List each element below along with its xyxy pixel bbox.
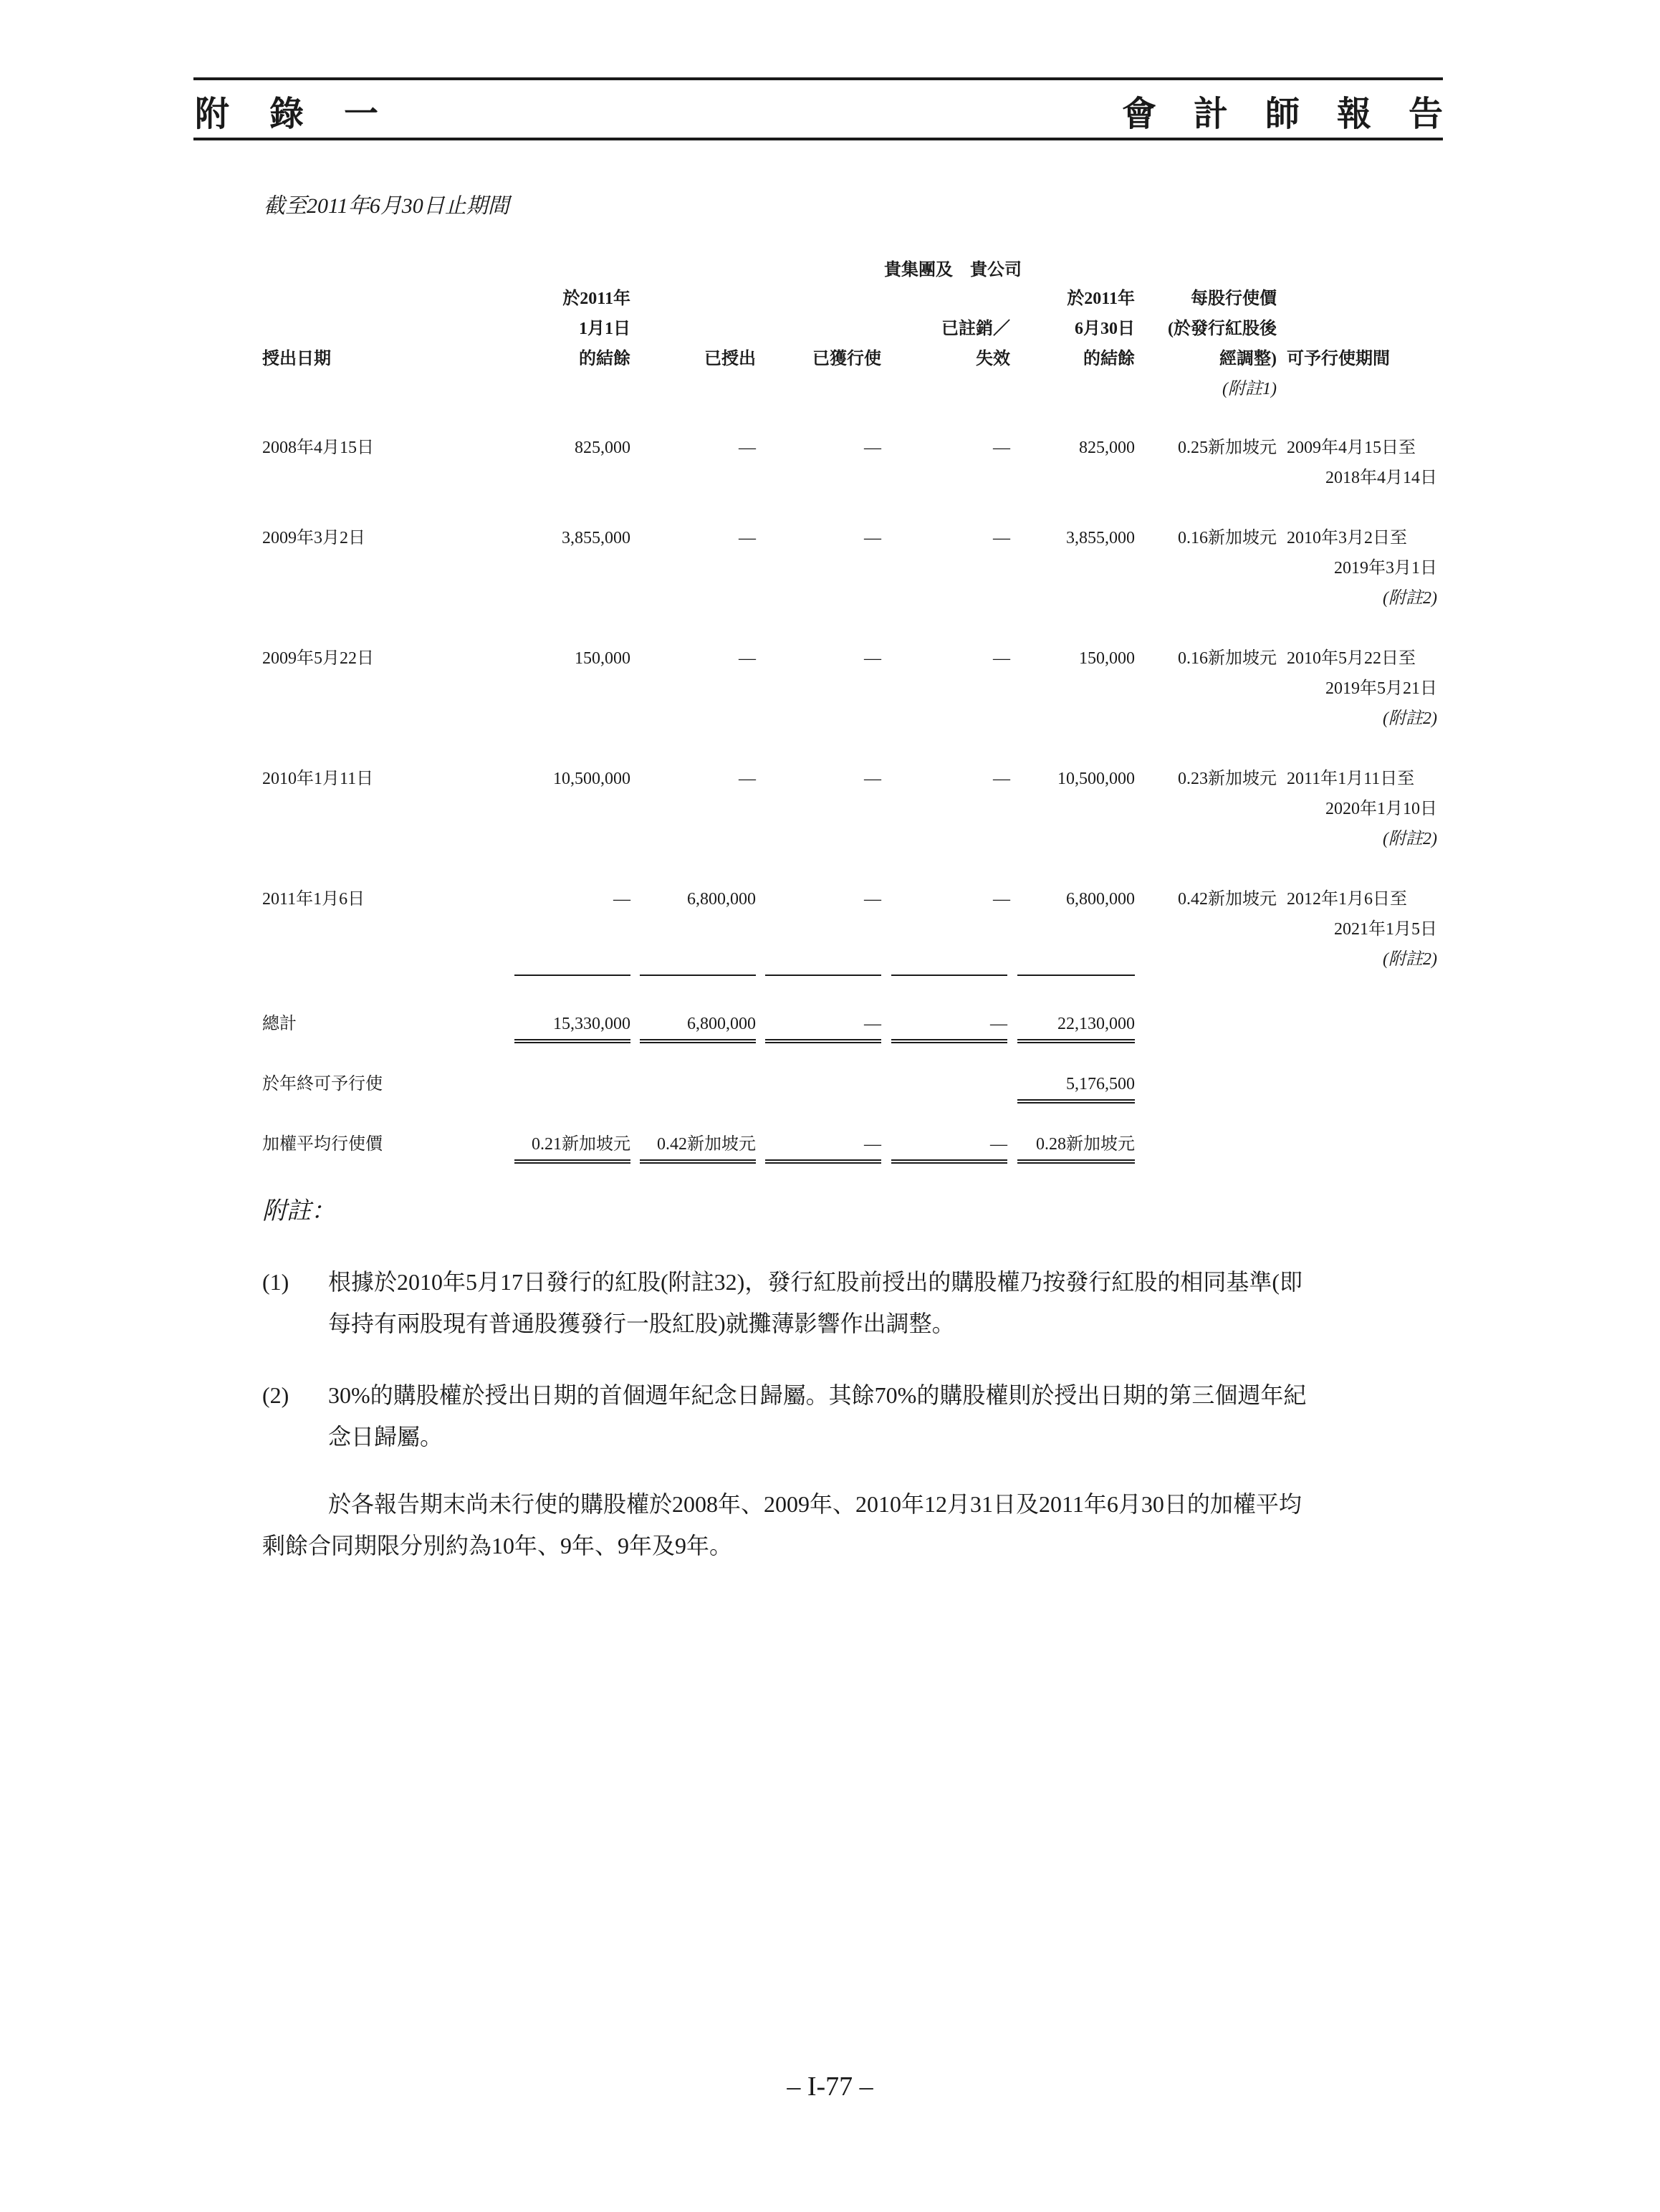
cell-grant-date: 2011年1月6日 xyxy=(262,890,365,909)
cell-granted: — xyxy=(739,770,756,788)
note-2-ref: (附註2) xyxy=(1383,709,1437,728)
weighted-closing: 0.28新加坡元 xyxy=(1017,1129,1135,1164)
col-header-exercise-period: 可予行使期間 xyxy=(1287,350,1390,368)
weighted-label: 加權平均行使價 xyxy=(262,1135,383,1154)
note-1-text: 根據於2010年5月17日發行的紅股(附註32)，發行紅股前授出的購股權乃按發行紅股的相同基準(即 每持有兩股現有普通股獲發行一股紅股)就攤薄影響作出調整。 xyxy=(328,1269,1302,1336)
column-rule xyxy=(640,975,756,976)
cell-granted: — xyxy=(739,529,756,547)
col-header-granted: 已授出 xyxy=(704,350,756,368)
exercisable-closing: 5,176,500 xyxy=(1017,1069,1135,1103)
cell-exercised: — xyxy=(864,439,881,457)
cell-opening: 150,000 xyxy=(575,649,630,668)
column-rule xyxy=(765,975,881,976)
cell-exercise-price: 0.42新加坡元 xyxy=(1178,890,1277,909)
total-exercised: — xyxy=(765,1009,881,1043)
cell-granted: — xyxy=(739,649,756,668)
period-line: 2020年1月10日 xyxy=(1325,800,1437,818)
col-header-opening-balance: 於2011年 1月1日 的結餘 xyxy=(562,289,630,368)
period-line: 2019年5月21日 xyxy=(1325,679,1437,698)
note-1-ref: (附註1) xyxy=(1222,380,1277,398)
header-top-rule xyxy=(193,77,1443,80)
column-rule xyxy=(891,975,1007,976)
note-2-text: 30%的購股權於授出日期的首個週年紀念日歸屬。其餘70%的購股權則於授出日期的第三個週年紀 念日歸屬。 xyxy=(328,1382,1307,1450)
period-line: 2010年3月2日至 xyxy=(1287,529,1407,547)
cell-grant-date: 2009年5月22日 xyxy=(262,649,374,668)
weighted-granted: 0.42新加坡元 xyxy=(640,1129,756,1164)
cell-exercise-period xyxy=(1287,523,1437,613)
cell-granted: — xyxy=(739,439,756,457)
total-granted: 6,800,000 xyxy=(640,1009,756,1043)
note-2-ref: (附註2) xyxy=(1383,589,1437,608)
cell-opening: 825,000 xyxy=(575,439,630,457)
cell-exercise-period xyxy=(1287,433,1437,493)
period-line: 2009年4月15日至 xyxy=(1287,439,1416,457)
period-line: 2010年5月22日至 xyxy=(1287,649,1416,668)
weighted-opening: 0.21新加坡元 xyxy=(514,1129,630,1164)
weighted-cancelled: — xyxy=(891,1129,1007,1164)
cell-exercise-price: 0.16新加坡元 xyxy=(1178,649,1277,668)
group-header: 貴集團及 貴公司 xyxy=(884,261,1022,279)
cell-opening: 3,855,000 xyxy=(562,529,630,547)
period-line: 2019年3月1日 xyxy=(1334,559,1437,578)
col-header-exercised: 已獲行使 xyxy=(812,350,881,368)
total-opening: 15,330,000 xyxy=(514,1009,630,1043)
cell-opening: 10,500,000 xyxy=(553,770,630,788)
cell-exercised: — xyxy=(864,649,881,668)
cell-cancelled: — xyxy=(993,649,1010,668)
closing-paragraph: 於各報告期末尚未行使的購股權於2008年、2009年、2010年12月31日及2011年6月30日的加權平均 剩餘合同期限分別約為10年、9年、9年及9年。 xyxy=(262,1491,1302,1559)
total-cancelled: — xyxy=(891,1009,1007,1043)
cell-exercise-price: 0.23新加坡元 xyxy=(1178,770,1277,788)
note-1-marker: (1) xyxy=(262,1269,289,1295)
col-header-closing-balance: 於2011年 6月30日 的結餘 xyxy=(1067,289,1135,368)
cell-cancelled: — xyxy=(993,529,1010,547)
cell-closing: 3,855,000 xyxy=(1066,529,1135,547)
notes-heading: 附註： xyxy=(262,1198,335,1225)
cell-closing: 10,500,000 xyxy=(1057,770,1135,788)
cell-cancelled: — xyxy=(993,890,1010,909)
cell-closing: 6,800,000 xyxy=(1066,890,1135,909)
cell-grant-date: 2009年3月2日 xyxy=(262,529,365,547)
cell-exercised: — xyxy=(864,890,881,909)
header-bottom-rule xyxy=(193,138,1443,140)
cell-opening: — xyxy=(613,890,630,909)
period-line: 2018年4月14日 xyxy=(1325,469,1437,487)
cell-grant-date: 2010年1月11日 xyxy=(262,770,374,788)
note-2-ref: (附註2) xyxy=(1383,950,1437,969)
cell-granted: 6,800,000 xyxy=(687,890,756,909)
cell-exercised: — xyxy=(864,529,881,547)
total-closing: 22,130,000 xyxy=(1017,1009,1135,1043)
cell-closing: 150,000 xyxy=(1079,649,1135,668)
period-subtitle: 截至2011年6月30日止期間 xyxy=(264,194,509,218)
cell-exercise-period xyxy=(1287,884,1437,975)
appendix-label: 附 錄 一 xyxy=(195,95,395,133)
note-2-ref: (附註2) xyxy=(1383,830,1437,848)
col-header-grant-date: 授出日期 xyxy=(262,350,331,368)
page-number: – I-77 – xyxy=(787,2072,873,2102)
cell-exercise-price: 0.16新加坡元 xyxy=(1178,529,1277,547)
cell-cancelled: — xyxy=(993,439,1010,457)
period-line: 2012年1月6日至 xyxy=(1287,890,1407,909)
cell-grant-date: 2008年4月15日 xyxy=(262,439,374,457)
exercisable-label: 於年終可予行使 xyxy=(262,1075,383,1093)
col-header-exercise-price: 每股行使價 (於發行紅股後 經調整) (附註1) xyxy=(1139,284,1277,404)
cell-exercised: — xyxy=(864,770,881,788)
cell-closing: 825,000 xyxy=(1079,439,1135,457)
period-line: 2011年1月11日至 xyxy=(1287,770,1415,788)
cell-exercise-period xyxy=(1287,764,1437,854)
cell-exercise-period xyxy=(1287,643,1437,734)
cell-cancelled: — xyxy=(993,770,1010,788)
col-header-cancelled: 已註銷／ 失效 xyxy=(941,320,1010,368)
weighted-exercised: — xyxy=(765,1129,881,1164)
note-2-marker: (2) xyxy=(262,1382,289,1408)
total-label: 總計 xyxy=(262,1015,297,1033)
cell-exercise-price: 0.25新加坡元 xyxy=(1178,439,1277,457)
period-line: 2021年1月5日 xyxy=(1334,920,1437,939)
column-rule xyxy=(1017,975,1135,976)
column-rule xyxy=(514,975,630,976)
section-title: 會 計 師 報 告 xyxy=(1121,95,1457,133)
